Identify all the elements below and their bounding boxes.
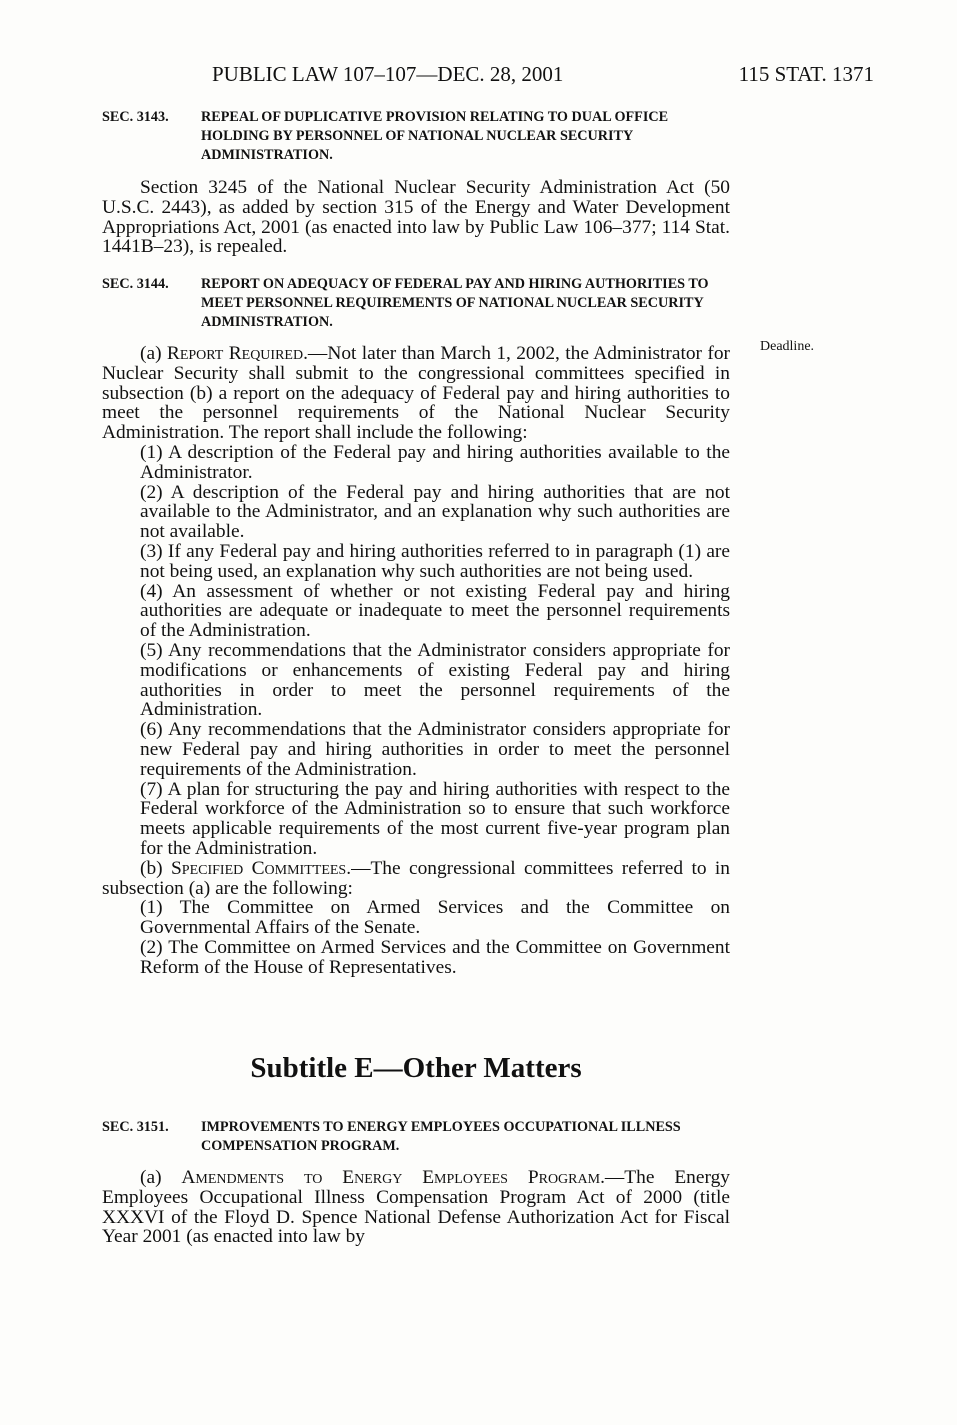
section-title: IMPROVEMENTS TO ENERGY EMPLOYEES OCCUPATIONAL ILLNESS COMPENSATION PROGRAM. (201, 1119, 681, 1154)
paragraph-item: (1) The Committee on Armed Services and the Committee on Governmental Affairs of the Senate. (140, 897, 730, 939)
section-title: REPEAL OF DUPLICATIVE PROVISION RELATING TO DUAL OFFICE HOLDING BY PERSONNEL OF NATIONAL NUCLEAR SECURITY ADMINISTRATION. (201, 109, 669, 163)
paragraph-item: (4) An assessment of whether or not existing Federal pay and hiring authorities are adequate or inadequate to meet the personnel requirements of the Administration. (140, 580, 730, 642)
paragraph-item: (7) A plan for structuring the pay and hiring authorities with respect to the Federal workforce of the Administration so to ensure that such workforce meets applicable requirements of the most current five-year program plan for the Administration. (140, 778, 730, 859)
section-3144 (102, 275, 730, 978)
subsection-a-label: (a) (140, 343, 167, 364)
running-head (212, 62, 874, 87)
subsection-b-text: .—The congressional committees referred to in subsection (a) are the following: (102, 857, 731, 899)
paragraph-item: (1) A description of the Federal pay and hiring authorities available to the Administrator. (140, 441, 730, 483)
section-body: Section 3245 of the National Nuclear Security Administration Act (50 U.S.C. 2443), as added by section 315 of the Energy and Water Development Appropriations Act, 2001 (as enacted into law by Public Law 106–377; 114 Stat. 1441B–23), is repealed. (102, 177, 730, 258)
subsection-a-text: .—The Energy Employees Occupational Illness Compensation Program Act of 2000 (title XXXVI of the Floyd D. Spence National Defense Authorization Act for Fiscal Year 2001 (as enacted into law by (102, 1167, 730, 1248)
running-head-law: PUBLIC LAW 107–107—DEC. 28, 2001 (212, 62, 564, 86)
subsection-a-text: .—Not later than March 1, 2002, the Administrator for Nuclear Security shall submit to the congressional committees specified in subsection (b) a report on the adequacy of Federal pay and hiring authorities to meet the personnel requirements of the National Nuclear Security Administration. The report shall include the following: (102, 343, 730, 444)
subsection-a-heading: Report Required (166, 343, 304, 364)
section-heading (102, 275, 730, 332)
section-number: SEC. 3151. (102, 1119, 169, 1135)
subtitle-heading: Subtitle E—Other Matters (250, 1052, 582, 1084)
paragraph-item: (2) A description of the Federal pay and hiring authorities that are not available to the Administrator, and an explanation why such authorities are not available. (140, 481, 730, 543)
margin-note-deadline: Deadline. (760, 339, 815, 354)
section-3151 (102, 1118, 730, 1247)
subsection-a-label: (a) (140, 1167, 182, 1188)
section-heading (102, 108, 730, 165)
subsection-b-heading: Specified Committees (171, 857, 347, 879)
running-head-page: 115 STAT. 1371 (738, 62, 874, 86)
section-number: SEC. 3143. (102, 109, 169, 125)
section-3143 (102, 108, 730, 257)
subsection-a (102, 344, 730, 443)
subsection-a (102, 1168, 730, 1247)
subsection-a-heading: Amendments to Energy Employees Program (181, 1167, 601, 1188)
paragraph-item: (6) Any recommendations that the Administrator considers appropriate for new Federal pay and hiring authorities in order to meet the personnel requirements of the Administration. (140, 719, 730, 780)
section-heading (102, 1118, 730, 1156)
section-title: REPORT ON ADEQUACY OF FEDERAL PAY AND HIRING AUTHORITIES TO MEET PERSONNEL REQUIREMENTS OF NATIONAL NUCLEAR SECURITY ADMINISTRATION. (201, 276, 709, 330)
paragraph-item: (5) Any recommendations that the Administrator considers appropriate for modifications or enhancements of existing Federal pay and hiring authorities in order to meet the personnel requirements of the Administration. (140, 639, 730, 721)
paragraph-item: (2) The Committee on Armed Services and the Committee on Government Reform of the House of Representatives. (140, 936, 730, 978)
subsection-b (102, 859, 730, 899)
subsection-b-label: (b) (140, 857, 171, 879)
section-number: SEC. 3144. (102, 276, 169, 292)
paragraph-item: (3) If any Federal pay and hiring authorities referred to in paragraph (1) are not being used, an explanation why such authorities are not being used. (140, 540, 730, 582)
